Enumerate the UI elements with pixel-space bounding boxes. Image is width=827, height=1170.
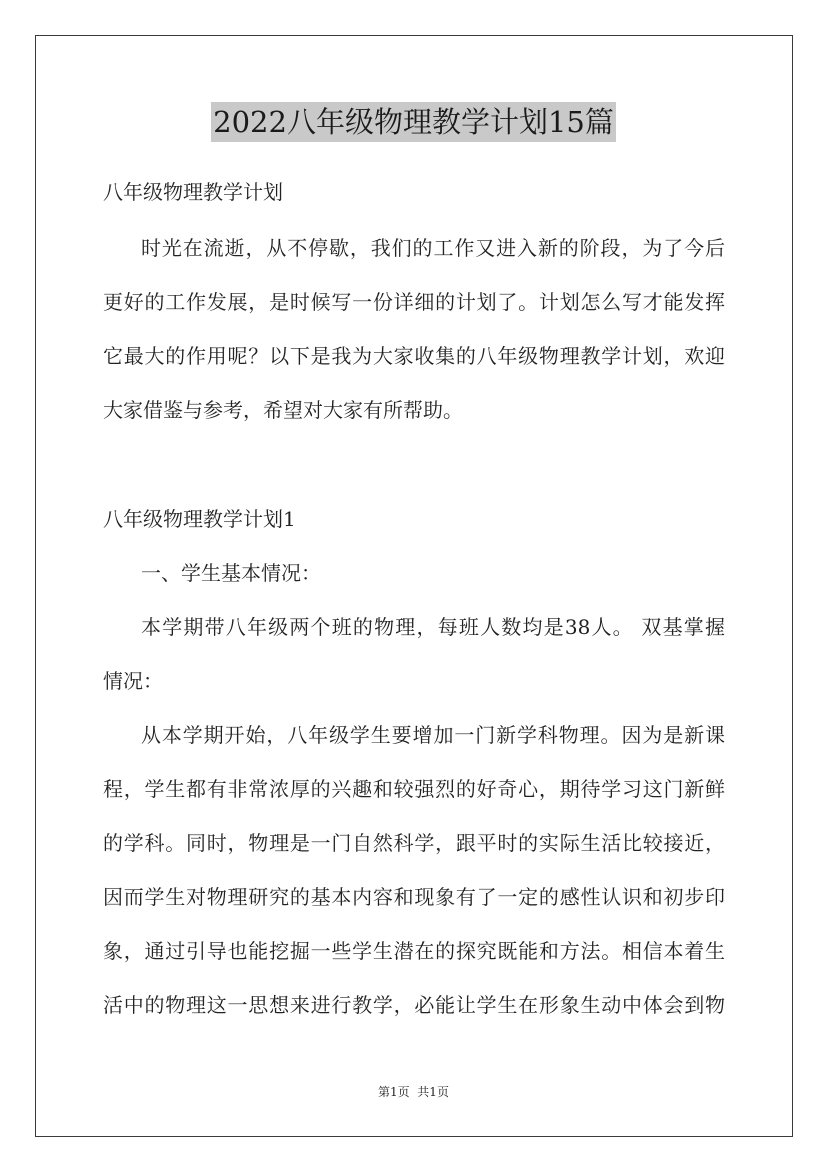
plan-heading: 八年级物理教学计划1 [103, 507, 296, 531]
paragraph-line: 的学科。同时，物理是一门自然科学，跟平时的实际生活比较接近， [103, 831, 725, 855]
paragraph-line: 象，通过引导也能挖掘一些学生潜在的探究既能和方法。相信本着生 [103, 939, 725, 963]
paragraph-line: 情况： [103, 669, 163, 693]
title-container [0, 102, 827, 142]
page-number-footer: 第1页 共1页 [378, 1085, 449, 1099]
intro-line: 它最大的作用呢？以下是我为大家收集的八年级物理教学计划，欢迎 [103, 344, 725, 368]
intro-line: 时光在流逝，从不停歇，我们的工作又进入新的阶段，为了今后 [141, 236, 725, 260]
document-title: 2022八年级物理教学计划15篇 [211, 102, 616, 142]
paragraph-line: 因而学生对物理研究的基本内容和现象有了一定的感性认识和初步印 [103, 885, 725, 909]
paragraph-line: 从本学期开始，八年级学生要增加一门新学科物理。因为是新课 [141, 723, 725, 747]
subheading: 一、学生基本情况： [141, 561, 321, 585]
paragraph-line: 活中的物理这一思想来进行教学，必能让学生在形象生动中体会到物 [103, 993, 725, 1017]
intro-line: 大家借鉴与参考，希望对大家有所帮助。 [103, 398, 463, 422]
paragraph-line: 程，学生都有非常浓厚的兴趣和较强烈的好奇心，期待学习这门新鲜 [103, 777, 725, 801]
intro-line: 更好的工作发展，是时候写一份详细的计划了。计划怎么写才能发挥 [103, 290, 725, 314]
section-heading: 八年级物理教学计划 [103, 180, 283, 204]
paragraph-line: 本学期带八年级两个班的物理，每班人数均是38人。 双基掌握 [141, 615, 725, 639]
